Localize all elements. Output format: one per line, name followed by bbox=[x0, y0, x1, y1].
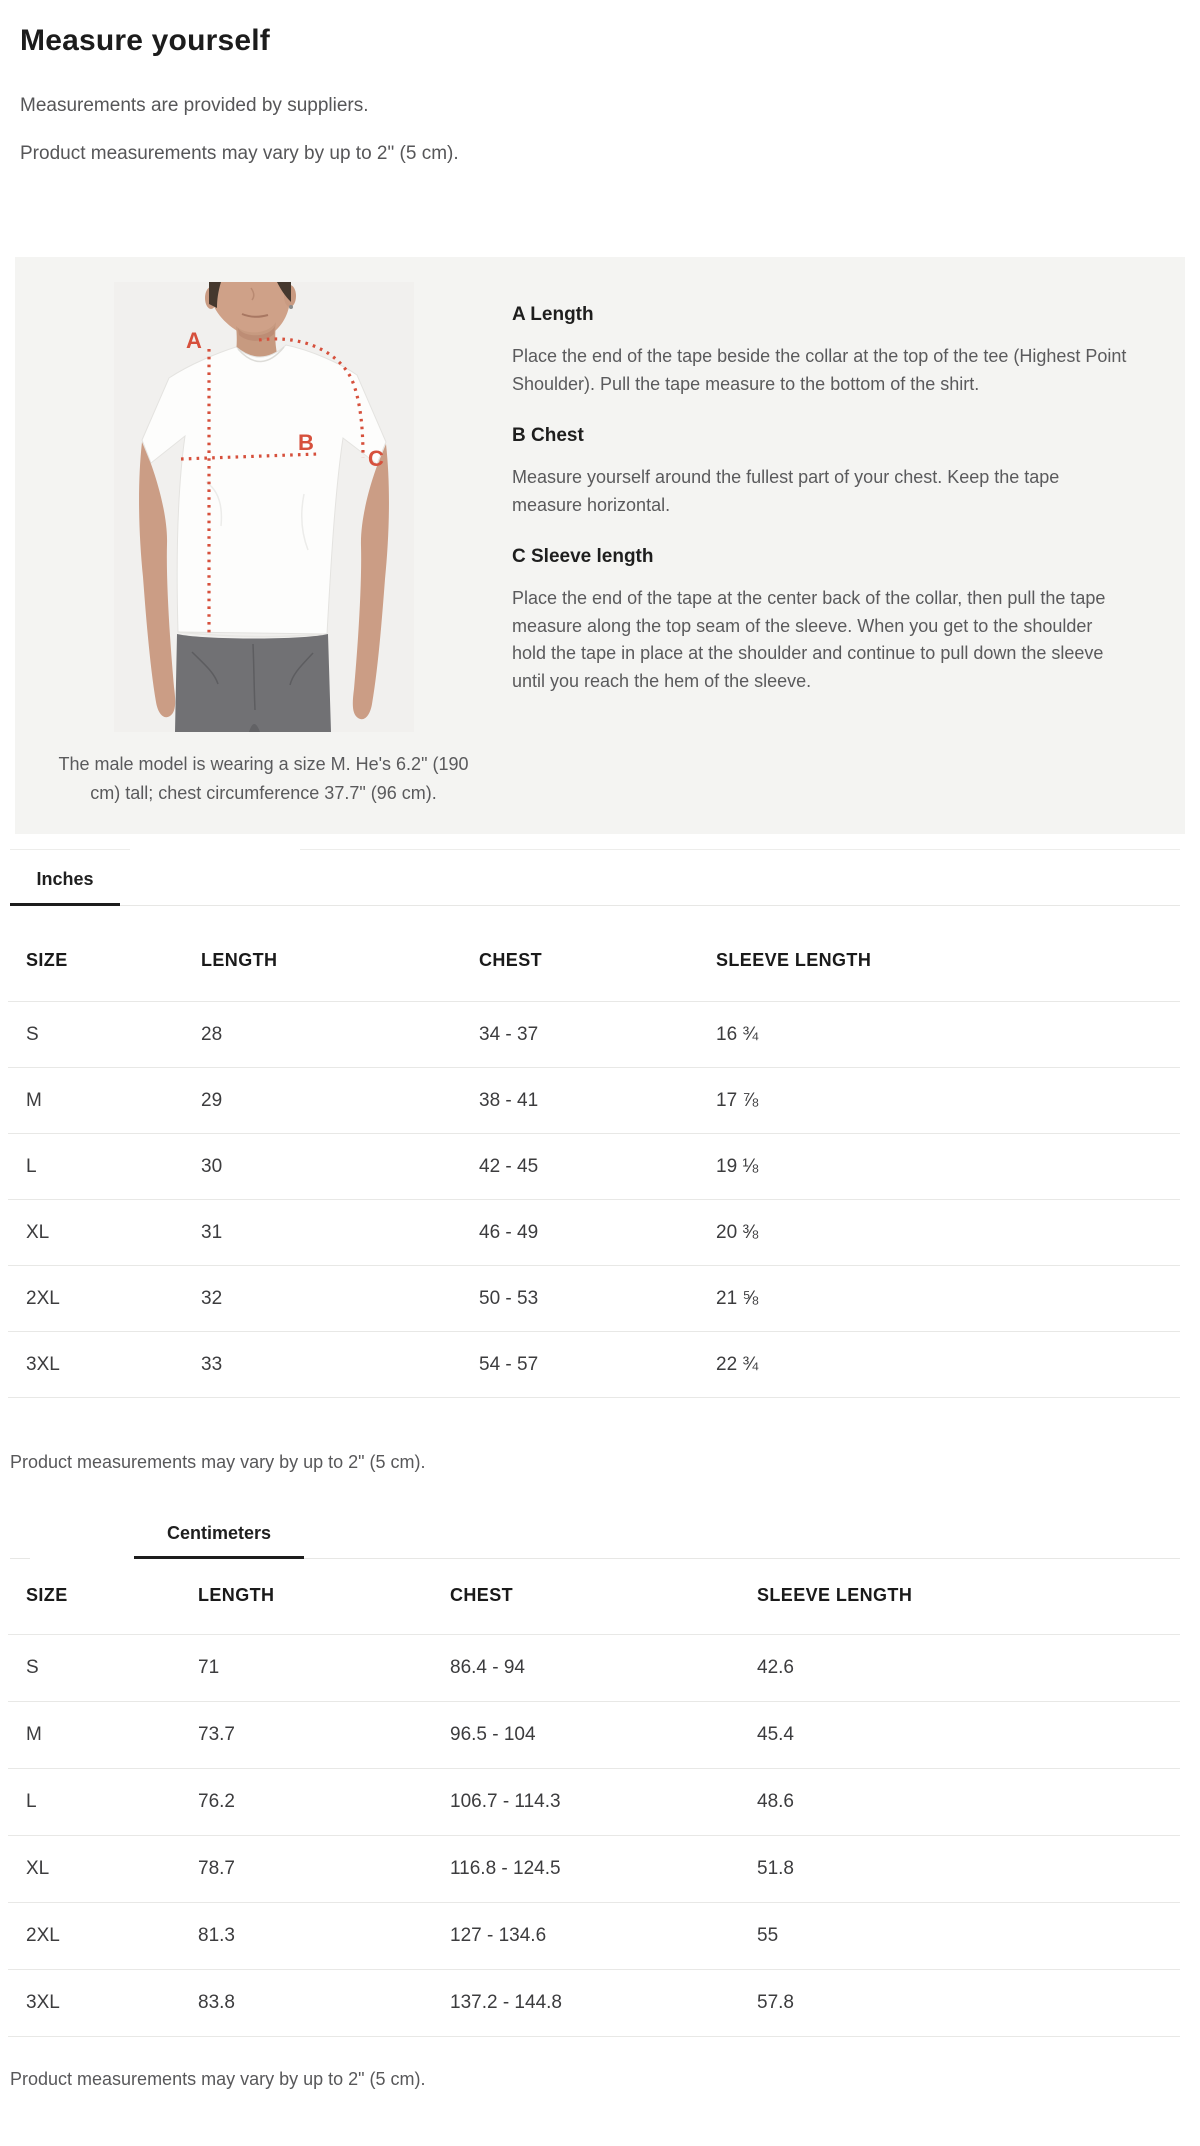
size-table-inches bbox=[8, 906, 1180, 1398]
table-cell: 55 bbox=[757, 1925, 779, 1946]
table-cell: 32 bbox=[201, 1288, 223, 1309]
table-cell: 42.6 bbox=[757, 1657, 794, 1678]
table-cell: 46 - 49 bbox=[479, 1222, 539, 1243]
table-cell: 127 - 134.6 bbox=[450, 1925, 547, 1946]
table-cell: 31 bbox=[201, 1222, 223, 1243]
instruction-body-chest: Measure yourself around the fullest part of your chest. Keep the tape measure horizontal. bbox=[512, 467, 1060, 515]
table-cell: 78.7 bbox=[198, 1858, 235, 1879]
table-row bbox=[8, 1769, 1180, 1836]
table-cell: 2XL bbox=[26, 1925, 60, 1946]
table-header-row bbox=[8, 906, 1180, 1002]
table-footnote-centimeters: Product measurements may vary by up to 2" (5 cm). bbox=[10, 2069, 426, 2089]
table-cell: M bbox=[26, 1724, 42, 1745]
table-cell: 30 bbox=[201, 1156, 223, 1177]
table-cell: XL bbox=[26, 1858, 50, 1879]
table-cell: 16 ¾ bbox=[716, 1024, 759, 1045]
tabstrip-bottom-border-left bbox=[10, 1558, 30, 1559]
table-cell: 3XL bbox=[26, 1354, 60, 1375]
measure-label-b: B bbox=[297, 430, 314, 455]
page-title: Measure yourself bbox=[20, 24, 270, 57]
column-header-size: SIZE bbox=[26, 1585, 68, 1605]
table-row bbox=[8, 1970, 1180, 2037]
table-cell: 42 - 45 bbox=[479, 1156, 539, 1177]
instruction-body-length: Place the end of the tape beside the collar at the top of the tee (Highest Point Shoulder). Pull the tape measure to the bottom of the shirt. bbox=[512, 346, 1127, 394]
table-row bbox=[8, 1200, 1180, 1266]
tabstrip-top-border-left bbox=[10, 849, 130, 850]
table-cell: 17 ⅞ bbox=[716, 1090, 759, 1111]
table-cell: 73.7 bbox=[198, 1724, 235, 1745]
column-header-length: LENGTH bbox=[198, 1585, 275, 1605]
table-cell: 81.3 bbox=[198, 1925, 235, 1946]
active-tab-underline bbox=[134, 1556, 304, 1559]
tab-inches[interactable]: Inches bbox=[36, 869, 94, 889]
table-cell: 45.4 bbox=[757, 1724, 794, 1745]
size-guide-page bbox=[0, 24, 1200, 2146]
table-cell: 86.4 - 94 bbox=[450, 1657, 525, 1678]
table-cell: 19 ⅛ bbox=[716, 1156, 759, 1177]
measure-label-a: A bbox=[185, 328, 202, 353]
table-cell: 54 - 57 bbox=[479, 1354, 539, 1375]
table-row bbox=[8, 1266, 1180, 1332]
column-header-sleeve-length: SLEEVE LENGTH bbox=[757, 1585, 913, 1605]
table-cell: L bbox=[26, 1156, 37, 1177]
table-row bbox=[8, 1903, 1180, 1970]
units-tabstrip-inches bbox=[10, 844, 1180, 906]
table-cell: 106.7 - 114.3 bbox=[450, 1791, 561, 1812]
table-cell: 3XL bbox=[26, 1992, 60, 2013]
table-cell: 28 bbox=[201, 1024, 223, 1045]
column-header-chest: CHEST bbox=[450, 1585, 514, 1605]
tabstrip-top-border-right bbox=[300, 849, 1180, 850]
instruction-heading-length: A Length bbox=[512, 304, 594, 325]
table-cell: 29 bbox=[201, 1090, 223, 1111]
model-figure-column bbox=[15, 257, 512, 834]
table-cell: 51.8 bbox=[757, 1858, 794, 1879]
table-cell: 50 - 53 bbox=[479, 1288, 539, 1309]
table-cell: 96.5 - 104 bbox=[450, 1724, 536, 1745]
table-cell: 22 ¾ bbox=[716, 1354, 759, 1375]
measurement-instructions bbox=[512, 257, 1185, 834]
table-cell: 2XL bbox=[26, 1288, 60, 1309]
table-cell: 83.8 bbox=[198, 1992, 235, 2013]
column-header-size: SIZE bbox=[26, 950, 68, 970]
table-row bbox=[8, 1068, 1180, 1134]
units-tabstrip-centimeters bbox=[10, 1511, 1180, 1559]
model-caption: The male model is wearing a size M. He's 6.2" (190 cm) tall; chest circumference 37.7" (96 cm). bbox=[58, 754, 469, 803]
size-table-centimeters bbox=[8, 1559, 1180, 2037]
column-header-length: LENGTH bbox=[201, 950, 278, 970]
active-tab-underline bbox=[10, 903, 120, 906]
table-header-row bbox=[8, 1559, 1180, 1635]
table-row bbox=[8, 1635, 1180, 1702]
table-cell: 71 bbox=[198, 1657, 220, 1678]
table-row bbox=[8, 1702, 1180, 1769]
instruction-body-sleeve: Place the end of the tape at the center back of the collar, then pull the tape measure along the top seam of the sleeve. When you get to the shoulder hold the tape in place at the shoulder and continue to pull down the sleeve until you reach the hem of the sleeve. bbox=[512, 588, 1106, 691]
table-row bbox=[8, 1836, 1180, 1903]
intro-note-variance: Product measurements may vary by up to 2" (5 cm). bbox=[20, 143, 459, 164]
instruction-heading-sleeve: C Sleeve length bbox=[512, 546, 654, 567]
table-cell: 21 ⅝ bbox=[716, 1288, 759, 1309]
instruction-heading-chest: B Chest bbox=[512, 425, 584, 446]
column-header-chest: CHEST bbox=[479, 950, 543, 970]
tab-centimeters[interactable]: Centimeters bbox=[166, 1523, 272, 1543]
model-earring bbox=[289, 305, 293, 309]
table-cell: S bbox=[26, 1657, 39, 1678]
measure-label-c: C bbox=[367, 446, 384, 471]
table-cell: M bbox=[26, 1090, 42, 1111]
tabstrip-bottom-border bbox=[304, 1558, 1180, 1559]
model-photo bbox=[114, 282, 414, 732]
table-cell: 137.2 - 144.8 bbox=[450, 1992, 562, 2013]
table-cell: 33 bbox=[201, 1354, 223, 1375]
table-row bbox=[8, 1002, 1180, 1068]
table-cell: XL bbox=[26, 1222, 50, 1243]
table-cell: 76.2 bbox=[198, 1791, 235, 1812]
intro-note-suppliers: Measurements are provided by suppliers. bbox=[20, 95, 369, 116]
table-row bbox=[8, 1332, 1180, 1398]
column-header-sleeve-length: SLEEVE LENGTH bbox=[716, 950, 872, 970]
table-cell: L bbox=[26, 1791, 37, 1812]
table-footnote-inches: Product measurements may vary by up to 2" (5 cm). bbox=[10, 1452, 426, 1472]
table-cell: 20 ⅜ bbox=[716, 1222, 759, 1243]
table-row bbox=[8, 1134, 1180, 1200]
table-cell: 116.8 - 124.5 bbox=[450, 1858, 561, 1879]
table-cell: 34 - 37 bbox=[479, 1024, 539, 1045]
table-cell: 57.8 bbox=[757, 1992, 794, 2013]
table-cell: 48.6 bbox=[757, 1791, 794, 1812]
table-cell: S bbox=[26, 1024, 39, 1045]
table-cell: 38 - 41 bbox=[479, 1090, 539, 1111]
measurement-guide-panel bbox=[15, 257, 1185, 834]
tabstrip-bottom-border bbox=[120, 905, 1180, 906]
